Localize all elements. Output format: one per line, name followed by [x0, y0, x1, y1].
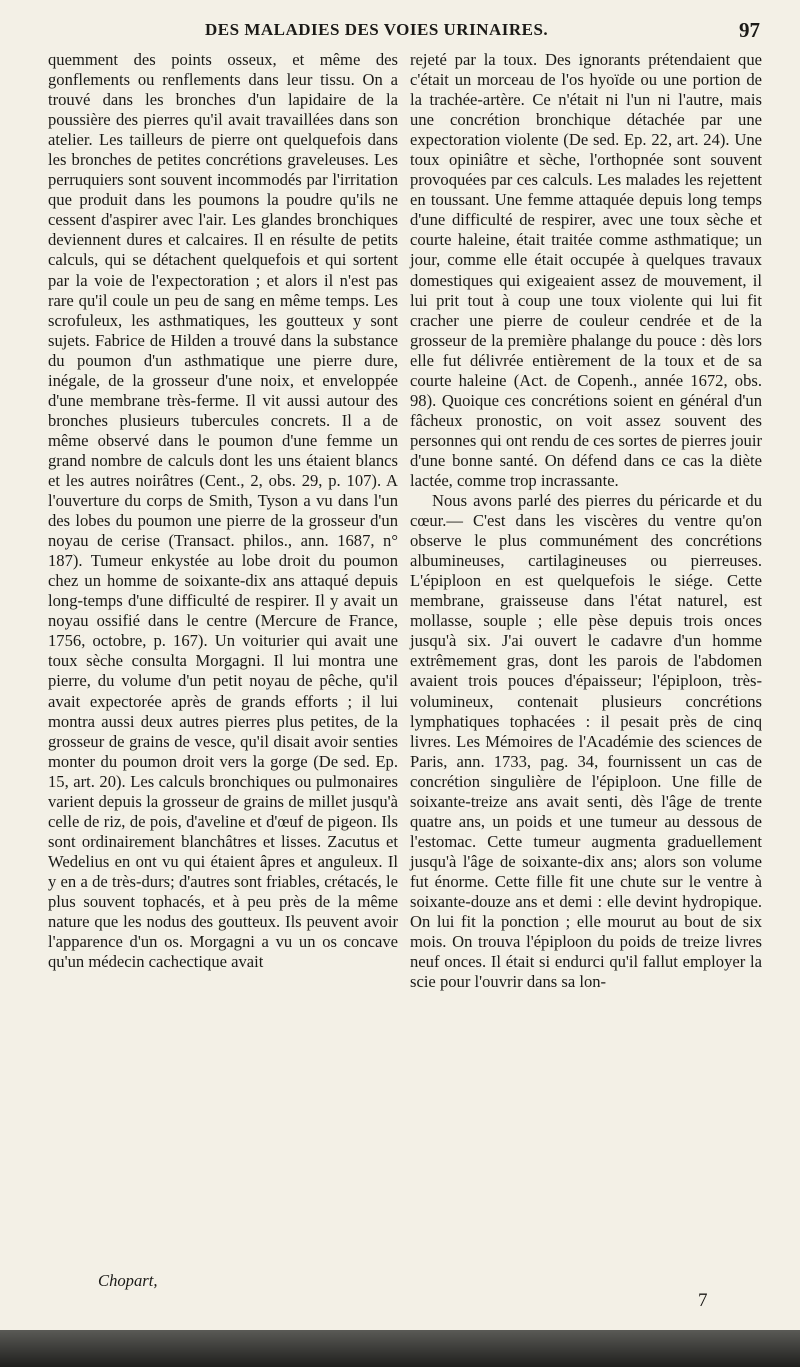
running-head [0, 18, 800, 42]
scan-edge-shadow [0, 1330, 800, 1367]
catchword: Chopart, [98, 1271, 158, 1290]
left-column [48, 50, 398, 972]
right-paragraph-2: Nous avons parlé des pierres du péricarde et du cœur.— C'est dans les viscères du ventre qu'on observe le plus communément des concrétions albumineuses, cartilagineuses ou pierreuses. L'épiploon en est quelquefois le siége. Cette membrane, graisseuse dans l'état naturel, est mollasse, souple ; elle pèse depuis trois onces jusqu'à six. J'ai ouvert le cadavre d'un homme extrêmement gras, dont les parois de l'abdomen avaient trois pouces d'épaisseur; l'épiploon, très-volumineux, contenait plusieurs concrétions lymphatiques tophacées : il pesait près de cinq livres. Les Mémoires de l'Académie des sciences de Paris, ann. 1733, pag. 34, fournissent un cas de concrétion singulière de l'épiploon. Une fille de soixante-treize ans avait senti, dès l'âge de trente quatre ans, un poids et une tumeur au dessous de l'estomac. Cette tumeur augmenta graduellement jusqu'à l'âge de soixante-dix ans; alors son volume fut énorme. Cette fille fit une chute sur le ventre à soixante-douze ans et demi : elle devint hydropique. On lui fit la ponction ; elle mourut au bout de six mois. On trouva l'épiploon du poids de treize livres neuf onces. Il était si endurci qu'il fallut employer la scie pour l'ouvrir dans sa lon- [410, 491, 762, 992]
right-column [410, 50, 762, 992]
signature-mark: 7 [698, 1290, 708, 1311]
left-paragraph-1: quemment des points osseux, et même des gonflements ou renflements dans leur tissu. On a trouvé dans les bronches d'un lapidaire de la poussière des pierres qu'il avait travaillées dans son atelier. Les tailleurs de pierre ont quelquefois dans les bronches de petites concrétions graveleuses. Les perruquiers sont souvent incommodés par l'irritation que produit dans les poumons la poudre qu'ils ne cessent d'aspirer avec l'air. Les glandes bronchiques deviennent dures et calcaires. Il en résulte de petits calculs, qui se détachent quelquefois et qui sortent par la voie de l'expectoration ; et alors il n'est pas rare qu'il coule un peu de sang en même temps. Les scrofuleux, les asthmatiques, les goutteux y sont sujets. Fabrice de Hilden a trouvé dans la substance du poumon d'un asthmatique une pierre dure, inégale, de la grosseur d'une noix, et enveloppée d'une membrane très-ferme. Il vit aussi autour des bronches plusieurs tubercules concrets. Il a de même observé dans le poumon d'une femme un grand nombre de calculs dont les uns étaient blancs et les autres noirâtres (Cent., 2, obs. 29, p. 107). A l'ouverture du corps de Smith, Tyson a vu dans l'un des lobes du poumon une pierre de la grosseur d'un noyau de cerise (Transact. philos., ann. 1687, n° 187). Tumeur enkystée au lobe droit du poumon chez un homme de soixante-dix ans attaqué depuis long-temps d'une difficulté de respirer. Il y avait un noyau ossifié dans le centre (Mercure de France, 1756, octobre, p. 167). Un voiturier qui avait une toux sèche consulta Morgagni. Il lui montra une pierre, du volume d'un petit noyau de pêche, qu'il avait expectorée après de grands efforts ; il lui montra aussi deux autres pierres plus petites, de la grosseur de grains de vesce, qu'il disait avoir senties monter du poumon droit vers la gorge (De sed. Ep. 15, art. 20). Les calculs bronchiques ou pulmonaires varient depuis la grosseur de grains de millet jusqu'à celle de riz, de pois, d'aveline et d'œuf de pigeon. Ils sont ordinairement blanchâtres et lisses. Zacutus et Wedelius en ont vu qui étaient âpres et anguleux. Il y en a de très-durs; d'autres sont friables, crétacés, le plus souvent tophacés, et à peu près de la même nature que les nodus des goutteux. Ils peuvent avoir l'apparence d'un os. Morgagni a vu un os concave qu'un médecin cachectique avait [48, 50, 398, 972]
running-title: DES MALADIES DES VOIES URINAIRES. [205, 20, 549, 39]
page-number: 97 [739, 18, 760, 42]
right-paragraph-1: rejeté par la toux. Des ignorants prétendaient que c'était un morceau de l'os hyoïde ou une portion de la trachée-artère. Ce n'était ni l'un ni l'autre, mais une concrétion bronchique détachée par une expectoration violente (De sed. Ep. 22, art. 24). Une toux opiniâtre et sèche, l'orthopnée sont souvent provoquées par ces calculs. Les malades les rejettent en toussant. Une femme attaquée depuis long temps d'une difficulté de respirer, avec une toux sèche et courte haleine, était traitée comme asthmatique; un jour, comme elle était occupée à quelques travaux domestiques qui exigeaient assez de mouvement, il lui prit tout à coup une toux violente qui lui fit cracher une pierre de couleur cendrée et de la grosseur de la première phalange du pouce : dès lors elle fut délivrée entièrement de la toux et de sa courte haleine (Act. de Copenh., année 1672, obs. 98). Quoique ces concrétions soient en général d'un fâcheux pronostic, on voit assez souvent des personnes qui ont rendu de ces sortes de pierres jouir d'une bonne santé. On défend dans ce cas la diète lactée, comme trop incrassante. [410, 50, 762, 490]
